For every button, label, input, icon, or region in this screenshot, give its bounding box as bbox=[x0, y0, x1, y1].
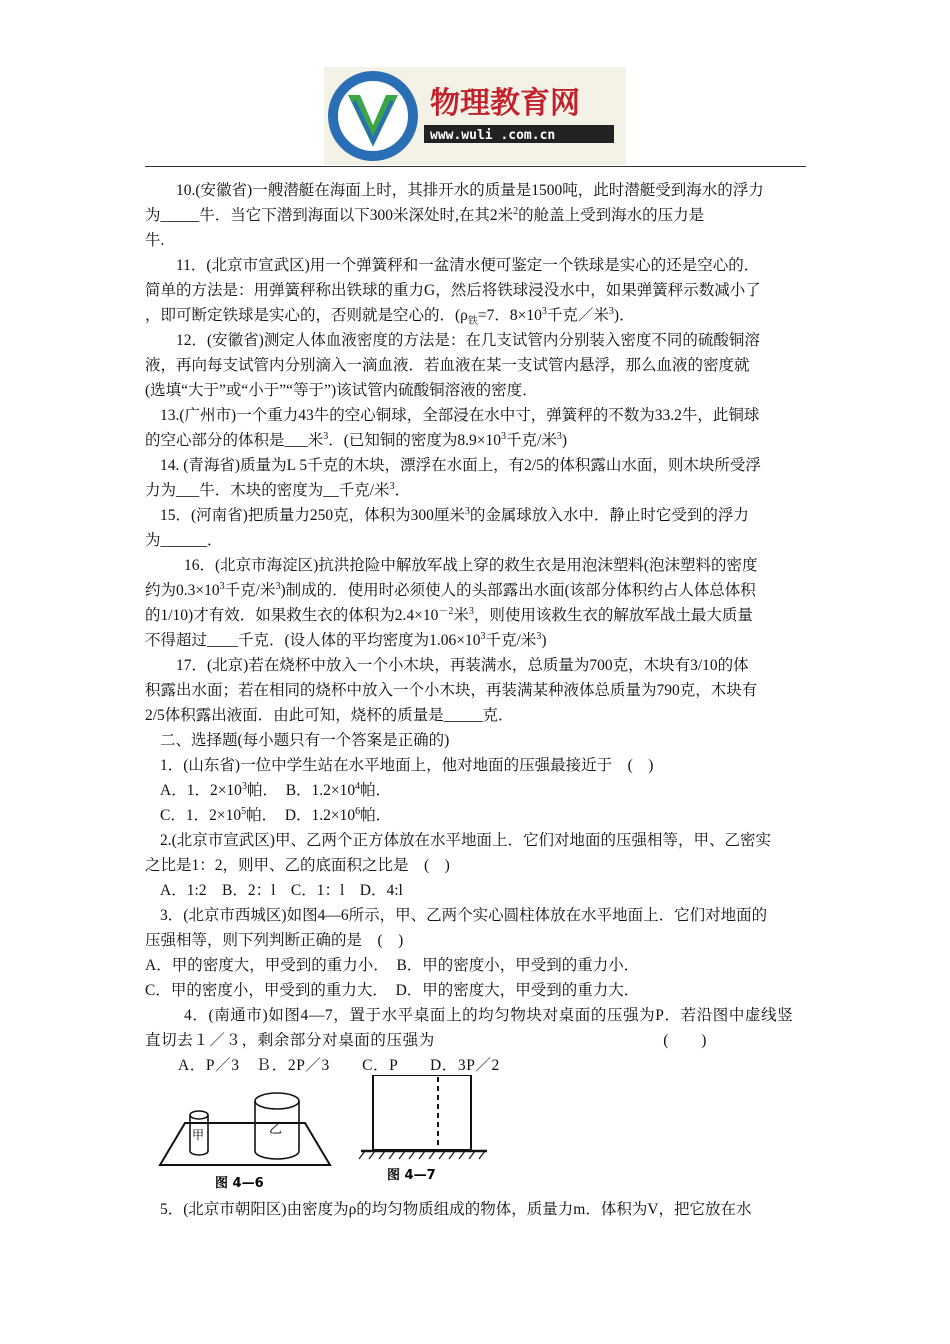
q14-line1: 14. (青海省)质量为L 5千克的木块，漂浮在水面上，有2/5的体积露山水面，则木块所受浮 bbox=[160, 457, 761, 474]
q13-line1: 13.(广州市)一个重力43牛的空心铜球，全部浸在水中寸，弹簧秤的不数为33.2牛，此铜球 bbox=[160, 407, 760, 424]
figures-area bbox=[155, 1075, 495, 1195]
q16-line3: 的1/10)才有效．如果救生衣的体积为$2.4\times 10^{-2}$米$^3$，则使用该救生衣的解放军战土最大质量 bbox=[145, 605, 753, 624]
q15-line1: 15．(河南省)把质量力250克，体积为300厘米$^3$的金属球放入水中．静止时它受到的浮力 bbox=[160, 505, 749, 524]
q10-line2: 为_____牛．当它下潜到海面以下300米深处时,在其2米$^2$的舱盖上受到海水的压力是 bbox=[145, 205, 705, 224]
figure-4-7 bbox=[359, 1075, 487, 1183]
mc1-options-ab: A．1．$2\times 10^3$帕． B．$1.2\times 10^4$帕． bbox=[160, 780, 392, 799]
section-2-heading: 二、选择题(每小题只有一个答案是正确的) bbox=[160, 732, 450, 749]
q10-line1: 10.(安徽省)一艘潜艇在海面上时，其排开水的质量是1500吨，此时潜艇受到海水的浮力 bbox=[176, 182, 764, 199]
q13-line2: 的空心部分的体积是___米$^3$．(已知铜的密度为$8.9\times 10^3$千克/米$^3$) bbox=[145, 430, 568, 449]
q12-line3: (选填“大于”或“小于”“等于”)该试管内硫酸铜溶液的密度． bbox=[145, 382, 538, 399]
q17-line3: 2/5体积露出液面．由此可知，烧杯的质量是_____克． bbox=[145, 707, 514, 724]
figure-4-6 bbox=[160, 1093, 330, 1191]
block-rect bbox=[373, 1075, 471, 1150]
q17-line2: 积露出水面；若在相同的烧杯中放入一个小木块，再装满某种液体总质量为790克，木块有 bbox=[145, 682, 758, 699]
label-jia: 甲 bbox=[192, 1128, 205, 1142]
mc2-line1: 2.(北京市宣武区)甲、乙两个正方体放在水平地面上．它们对地面的压强相等，甲、乙密实 bbox=[160, 832, 771, 849]
q12-line2: 液，再向每支试管内分别滴入一滴血液．若血液在某一支试管内悬浮，那么血液的密度就 bbox=[145, 357, 750, 374]
q12-line1: 12．(安徽省)测定人体血液密度的方法是：在几支试管内分别装入密度不同的硫酸铜溶 bbox=[176, 332, 760, 349]
mc3-line1: 3．(北京市西城区)如图4—6所示，甲、乙两个实心圆柱体放在水平地面上．它们对地面的 bbox=[160, 907, 768, 924]
q14-line2: 力为___牛．木块的密度为__千克/米$^3$． bbox=[145, 480, 411, 499]
q11-line2: 简单的方法是：用弹簧秤称出铁球的重力G，然后将铁球浸没水中，如果弹簧秤示数减小了 bbox=[145, 282, 761, 299]
mc2-options: A．1:2 B．2：l C．1：l D．4:l bbox=[160, 882, 403, 899]
mc4-line1: 4．(南通市)如图4—7，置于水平桌面上的均匀物块对桌面的压强为P．若沿图中虚线竖 bbox=[184, 1007, 794, 1024]
q11-line3: ，即可断定铁球是实心的，否则就是空心的．($\rho_铁=7$．$8\times 10^3$千克／米$^3$)． bbox=[145, 305, 635, 328]
mc3-options-cd: C．甲的密度小，甲受到的重力大． D．甲的密度大，甲受到的重力大． bbox=[145, 982, 640, 999]
mc2-line2: 之比是1：2，则甲、乙的底面积之比是 ( ) bbox=[145, 857, 450, 874]
q10-line3: 牛. bbox=[145, 232, 165, 249]
header-divider bbox=[145, 166, 806, 167]
cylinder-jia-top bbox=[190, 1111, 208, 1119]
q16-line1: 16．(北京市海淀区)抗洪抢险中解放军战上穿的救生衣是用泡沫塑料(泡沫塑料的密度 bbox=[184, 557, 758, 574]
q15-line2: 为______． bbox=[145, 532, 223, 549]
mc4-line2: 直切去１／３，剩余部分对桌面的压强为 ( ) bbox=[145, 1032, 707, 1049]
label-yi: 乙 bbox=[269, 1122, 283, 1137]
q17-line1: 17．(北京)若在烧杯中放入一个小木块，再装满水，总质量为700克，木块有3/10的体 bbox=[176, 657, 749, 674]
mc5-line1: 5．(北京市朝阳区)由密度为ρ的均匀物质组成的物体，质量力m．体积为V，把它放在水 bbox=[160, 1201, 752, 1218]
site-logo bbox=[324, 67, 626, 165]
mc3-options-ab: A．甲的密度大，甲受到的重力小． B．甲的密度小，甲受到的重力小． bbox=[145, 957, 640, 974]
caption-fig-4-7: 图 4—7 bbox=[387, 1168, 436, 1183]
logo-graphic bbox=[324, 67, 626, 165]
mc1-question: 1．(山东省)一位中学生站在水平地面上，他对地面的压强最接近于 ( ) bbox=[160, 757, 654, 774]
document-body-tail bbox=[145, 1197, 807, 1222]
caption-fig-4-6: 图 4—6 bbox=[215, 1176, 264, 1191]
q16-line2: 约为$0.3\times 10^3$千克/米$^3$)制成的．使用时必须使人的头部露出水面(该部分体积约占人体总体积 bbox=[145, 580, 756, 599]
mc3-line2: 压强相等，则下列判断正确的是 ( ) bbox=[145, 932, 404, 949]
logo-url: www.wuli .com.cn bbox=[430, 128, 556, 143]
mc1-options-cd: C．1．$2\times 10^5$帕． D．$1.2\times 10^6$帕． bbox=[160, 805, 392, 824]
document-body bbox=[145, 178, 807, 1078]
q11-line1: 11．(北京市宣武区)用一个弹簧秤和一盆清水便可鉴定一个铁球是实心的还是空心的． bbox=[176, 257, 760, 274]
cylinder-yi-top bbox=[255, 1093, 299, 1109]
q16-line4: 不得超过____千克．(设人体的平均密度为$1.06\times 10^3$千克/米$^3$) bbox=[145, 630, 547, 649]
logo-title: 物理教育网 bbox=[430, 86, 580, 121]
mc4-options: A．P／3 Ｂ．2P／3 C．P D．3P／2 bbox=[178, 1057, 500, 1074]
ground-plane bbox=[160, 1123, 330, 1165]
